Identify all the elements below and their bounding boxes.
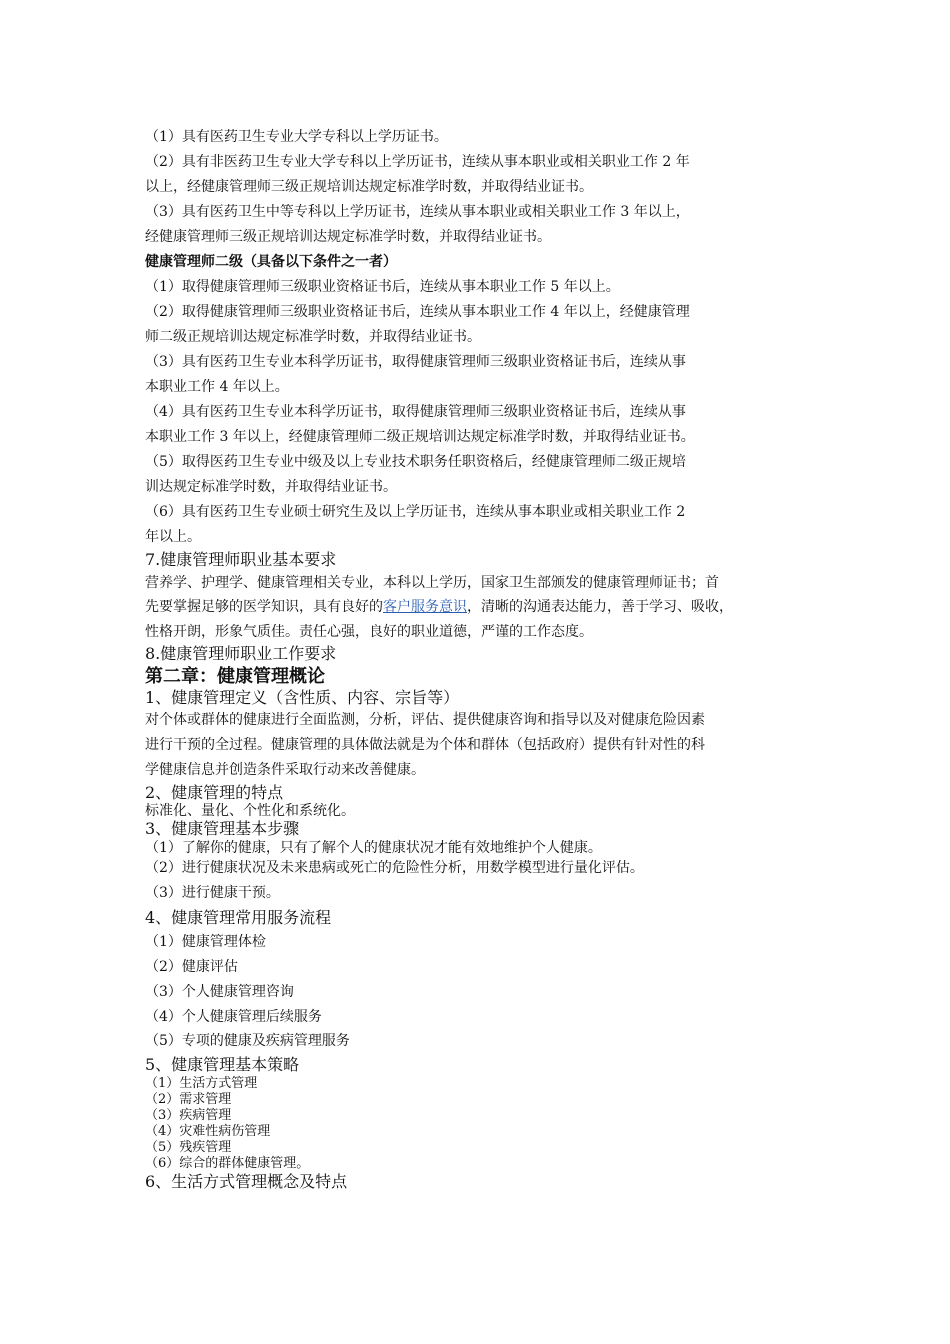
text-line: （5）取得医药卫生专业中级及以上专业技术职务任职资格后，经健康管理师二级正规培: [145, 454, 686, 470]
text-line: （3）具有医药卫生专业本科学历证书，取得健康管理师三级职业资格证书后，连续从事: [145, 354, 686, 370]
list-item: （4）灾难性病伤管理: [145, 1124, 271, 1139]
list-item: （3）个人健康管理咨询: [145, 984, 294, 1000]
text-segment: 先要掌握足够的医学知识，具有良好的: [145, 599, 383, 615]
text-line: （6）具有医药卫生专业硕士研究生及以上学历证书，连续从事本职业或相关职业工作 2: [145, 504, 686, 520]
text-line: 经健康管理师三级正规培训达规定标准学时数，并取得结业证书。: [145, 229, 551, 245]
list-item: （4）个人健康管理后续服务: [145, 1009, 322, 1025]
text-line: （3）具有医药卫生中等专科以上学历证书，连续从事本职业或相关职业工作 3 年以上，: [145, 204, 690, 220]
text-line: 以上，经健康管理师三级正规培训达规定标准学时数，并取得结业证书。: [145, 179, 593, 195]
text-line: （1）具有医药卫生专业大学专科以上学历证书。: [145, 129, 448, 145]
section-heading: 4、健康管理常用服务流程: [145, 908, 332, 927]
section-heading: 1、健康管理定义（含性质、内容、宗旨等）: [145, 688, 460, 707]
list-item: （2）需求管理: [145, 1092, 232, 1107]
text-line: 标准化、量化、个性化和系统化。: [145, 803, 355, 819]
text-line: （1）了解你的健康，只有了解个人的健康状况才能有效地维护个人健康。: [145, 840, 602, 856]
list-item: （1）健康管理体检: [145, 934, 266, 950]
text-line: 师二级正规培训达规定标准学时数，并取得结业证书。: [145, 329, 481, 345]
text-line: 本职业工作 3 年以上，经健康管理师二级正规培训达规定标准学时数，并取得结业证书。: [145, 429, 695, 445]
text-line: 训达规定标准学时数，并取得结业证书。: [145, 479, 397, 495]
list-item: （3）疾病管理: [145, 1108, 232, 1123]
chapter-title: 第二章：健康管理概论: [145, 666, 325, 687]
section-heading: 2、健康管理的特点: [145, 783, 284, 802]
section-heading: 3、健康管理基本步骤: [145, 819, 300, 838]
text-line: （1）取得健康管理师三级职业资格证书后，连续从事本职业工作 5 年以上。: [145, 279, 620, 295]
section-heading: 健康管理师二级（具备以下条件之一者）: [145, 254, 397, 270]
text-line: （2）具有非医药卫生专业大学专科以上学历证书，连续从事本职业或相关职业工作 2 年: [145, 154, 690, 170]
customer-service-link[interactable]: 客户服务意识: [383, 599, 467, 615]
text-line: 本职业工作 4 年以上。: [145, 379, 289, 395]
text-line: [145, 596, 733, 616]
section-heading: 7.健康管理师职业基本要求: [145, 550, 337, 569]
section-heading: 8.健康管理师职业工作要求: [145, 644, 337, 663]
text-line: （3）进行健康干预。: [145, 885, 280, 901]
list-item: （1）生活方式管理: [145, 1076, 258, 1091]
text-line: 学健康信息并创造条件采取行动来改善健康。: [145, 762, 425, 778]
section-heading: 5、健康管理基本策略: [145, 1055, 300, 1074]
text-line: 性格开朗，形象气质佳。责任心强，良好的职业道德，严谨的工作态度。: [145, 624, 593, 640]
list-item: （5）残疾管理: [145, 1140, 232, 1155]
text-line: （2）取得健康管理师三级职业资格证书后，连续从事本职业工作 4 年以上，经健康管理: [145, 304, 690, 320]
text-line: 营养学、护理学、健康管理相关专业，本科以上学历，国家卫生部颁发的健康管理师证书；首: [145, 575, 719, 591]
text-segment: ，清晰的沟通表达能力，善于学习、吸收，: [467, 599, 733, 615]
text-line: 年以上。: [145, 529, 201, 545]
text-line: （2）进行健康状况及未来患病或死亡的危险性分析，用数学模型进行量化评估。: [145, 860, 644, 876]
list-item: （2）健康评估: [145, 959, 238, 975]
list-item: （5）专项的健康及疾病管理服务: [145, 1033, 350, 1049]
text-line: 进行干预的全过程。健康管理的具体做法就是为个体和群体（包括政府）提供有针对性的科: [145, 737, 705, 753]
list-item: （6）综合的群体健康管理。: [145, 1156, 310, 1171]
text-line: （4）具有医药卫生专业本科学历证书，取得健康管理师三级职业资格证书后，连续从事: [145, 404, 686, 420]
section-heading: 6、生活方式管理概念及特点: [145, 1172, 348, 1191]
text-line: 对个体或群体的健康进行全面监测，分析，评估、提供健康咨询和指导以及对健康危险因素: [145, 712, 705, 728]
